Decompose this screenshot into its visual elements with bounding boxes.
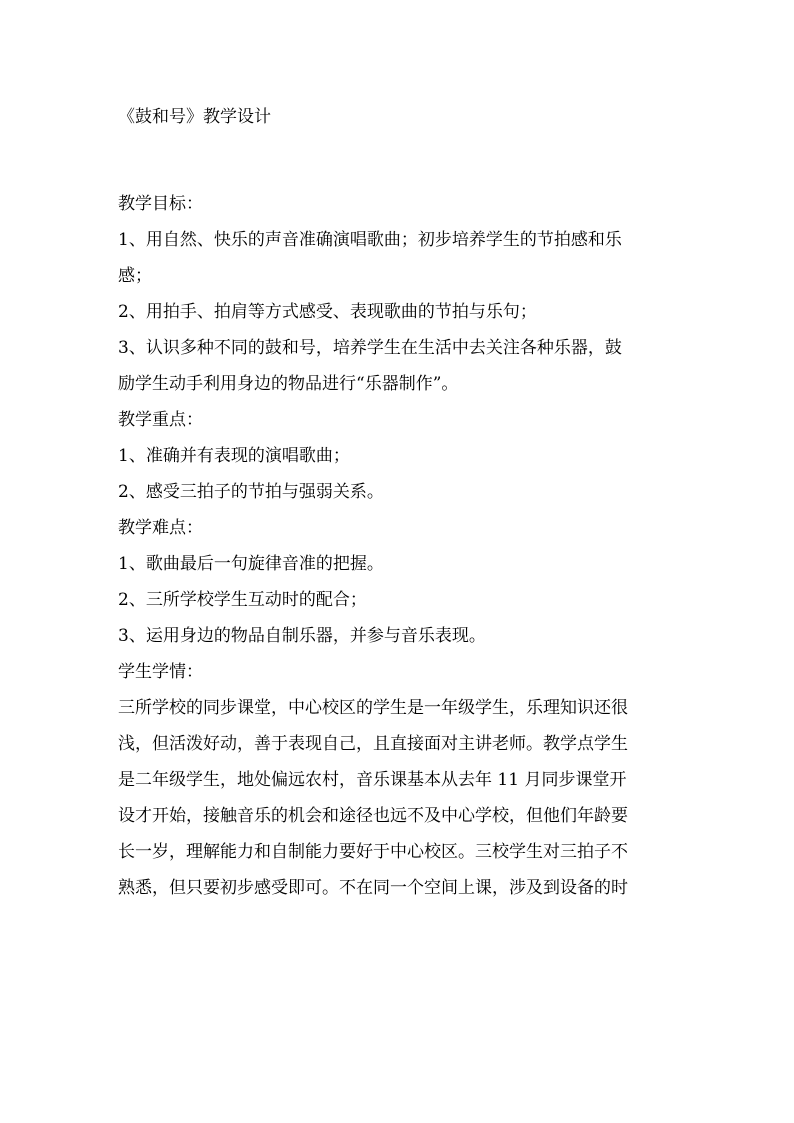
body-line: 熟悉，但只要初步感受即可。不在同一个空间上课，涉及到设备的时 [118, 878, 628, 898]
body-line: 是二年级学生，地处偏远农村，音乐课基本从去年 11 月同步课堂开 [118, 770, 627, 790]
body-line: 感； [118, 266, 152, 286]
body-line: 长一岁，理解能力和自制能力要好于中心校区。三校学生对三拍子不 [118, 842, 628, 862]
body-line: 学生学情： [118, 662, 203, 682]
body-line: 1、准确并有表现的演唱歌曲； [118, 446, 350, 466]
body-line: 3、运用身边的物品自制乐器，并参与音乐表现。 [118, 626, 486, 646]
body-line: 励学生动手利用身边的物品进行“乐器制作”。 [118, 374, 459, 394]
body-line: 浅，但活泼好动，善于表现自己，且直接面对主讲老师。教学点学生 [118, 734, 628, 754]
body-line: 2、三所学校学生互动时的配合； [118, 590, 367, 610]
body-line: 1、用自然、快乐的声音准确演唱歌曲；初步培养学生的节拍感和乐 [118, 230, 622, 250]
document-body [118, 186, 678, 906]
body-line: 2、用拍手、拍肩等方式感受、表现歌曲的节拍与乐句； [118, 302, 537, 322]
body-line: 教学难点： [118, 518, 203, 538]
document-title: 《鼓和号》教学设计 [118, 107, 271, 127]
body-line: 教学重点： [118, 410, 203, 430]
body-line: 1、歌曲最后一句旋律音准的把握。 [118, 554, 384, 574]
body-line: 设才开始，接触音乐的机会和途径也远不及中心学校，但他们年龄要 [118, 806, 628, 826]
body-line: 2、感受三拍子的节拍与强弱关系。 [118, 482, 384, 502]
body-line: 3、认识多种不同的鼓和号，培养学生在生活中去关注各种乐器，鼓 [118, 338, 622, 358]
body-line: 三所学校的同步课堂，中心校区的学生是一年级学生，乐理知识还很 [118, 698, 628, 718]
body-line: 教学目标： [118, 194, 203, 214]
